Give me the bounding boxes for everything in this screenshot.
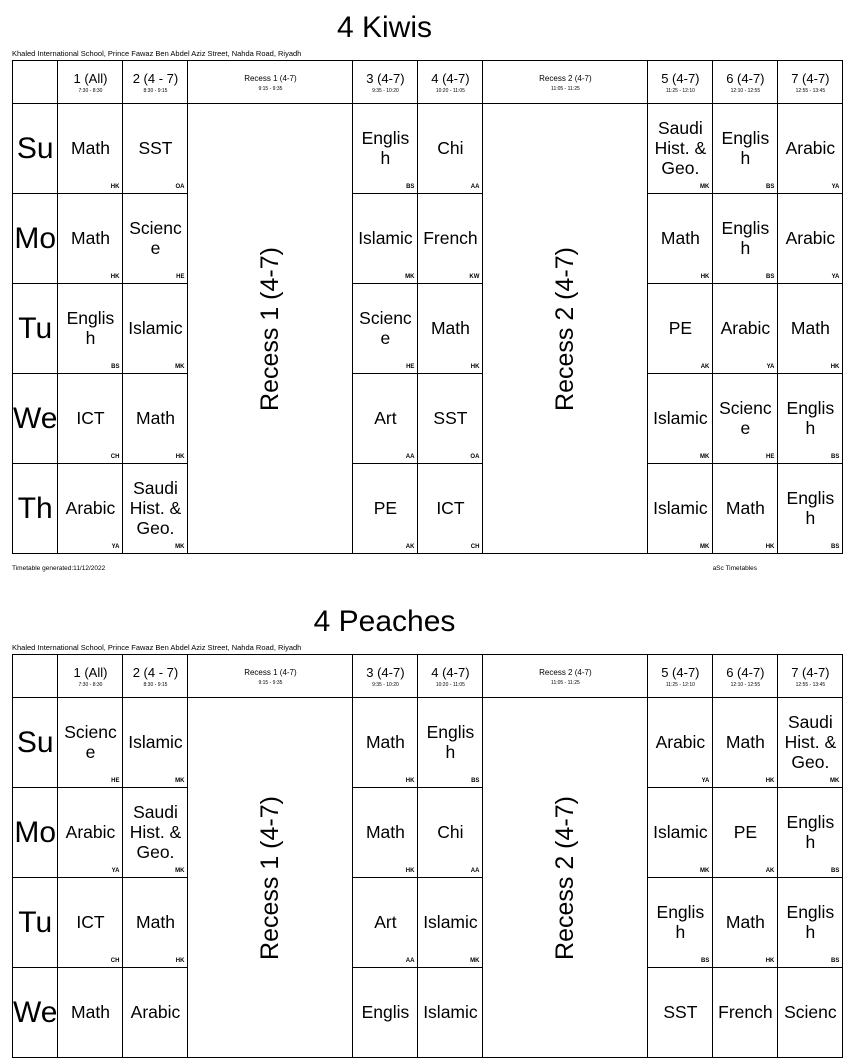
day-label: Th bbox=[13, 464, 58, 554]
day-row bbox=[13, 464, 843, 554]
period-header: 5 (4-7) 11:25 - 12:10 bbox=[648, 61, 713, 104]
lesson-cell: SST OA bbox=[418, 374, 483, 464]
school-address: Khaled International School, Prince Fawaz Ben Abdel Aziz Street, Nahda Road, Riyadh bbox=[12, 49, 302, 58]
day-row bbox=[13, 878, 843, 968]
day-label: Tu bbox=[13, 878, 58, 968]
lesson-cell: Islamic bbox=[418, 968, 483, 1058]
day-label: Su bbox=[13, 104, 58, 194]
lesson-cell: French bbox=[713, 968, 778, 1058]
lesson-cell: Englis h BS bbox=[713, 104, 778, 194]
lesson-cell: Saudi Hist. & Geo. MK bbox=[123, 788, 188, 878]
recess-1-label: Recess 1 (4-7) bbox=[256, 246, 285, 411]
lesson-cell: Art AA bbox=[353, 374, 418, 464]
timetable-title: 4 Kiwis bbox=[336, 11, 433, 44]
lesson-cell: Math HK bbox=[58, 194, 123, 284]
recess-1-block bbox=[188, 698, 353, 1058]
recess-2-label: Recess 2 (4-7) bbox=[551, 246, 580, 411]
recess-header: Recess 2 (4-7) 11:05 - 11:25 bbox=[483, 655, 648, 698]
timetable-grid bbox=[12, 654, 843, 1058]
period-header: 6 (4-7) 12:10 - 12:55 bbox=[713, 655, 778, 698]
lesson-cell: Math HK bbox=[713, 878, 778, 968]
lesson-cell: Scienc e HE bbox=[353, 284, 418, 374]
lesson-cell: Islamic MK bbox=[648, 788, 713, 878]
period-header: 7 (4-7) 12:55 - 13:45 bbox=[778, 655, 843, 698]
lesson-cell: Chi AA bbox=[418, 104, 483, 194]
timetable-grid bbox=[12, 60, 843, 554]
lesson-cell: Math HK bbox=[713, 698, 778, 788]
lesson-cell: Islamic MK bbox=[123, 698, 188, 788]
lesson-cell: Scienc bbox=[778, 968, 843, 1058]
period-header: 1 (All) 7:30 - 8:30 bbox=[58, 655, 123, 698]
day-label: Tu bbox=[13, 284, 58, 374]
lesson-cell: Chi AA bbox=[418, 788, 483, 878]
lesson-cell: ICT CH bbox=[418, 464, 483, 554]
lesson-cell: Art AA bbox=[353, 878, 418, 968]
lesson-cell: PE AK bbox=[353, 464, 418, 554]
corner-cell bbox=[13, 61, 58, 104]
lesson-cell: Math HK bbox=[648, 194, 713, 284]
recess-1-block bbox=[188, 104, 353, 554]
lesson-cell: Islamic MK bbox=[353, 194, 418, 284]
lesson-cell: Englis h BS bbox=[778, 374, 843, 464]
recess-header: Recess 2 (4-7) 11:05 - 11:25 bbox=[483, 61, 648, 104]
header-row bbox=[13, 655, 843, 698]
day-row bbox=[13, 194, 843, 284]
lesson-cell: Arabic YA bbox=[58, 464, 123, 554]
day-label: We bbox=[13, 968, 58, 1058]
day-label: We bbox=[13, 374, 58, 464]
lesson-cell: French KW bbox=[418, 194, 483, 284]
lesson-cell: Islamic MK bbox=[648, 464, 713, 554]
lesson-cell: PE AK bbox=[713, 788, 778, 878]
timetable-4-kiwis bbox=[12, 11, 840, 578]
day-row bbox=[13, 284, 843, 374]
lesson-cell: ICT CH bbox=[58, 374, 123, 464]
lesson-cell: Arabic YA bbox=[713, 284, 778, 374]
lesson-cell: Islamic MK bbox=[418, 878, 483, 968]
recess-2-block bbox=[483, 104, 648, 554]
timetable-title: 4 Peaches bbox=[313, 605, 456, 638]
period-header: 4 (4-7) 10:20 - 11:05 bbox=[418, 655, 483, 698]
software-credit: aSc Timetables bbox=[712, 565, 757, 572]
lesson-cell: Englis h BS bbox=[778, 464, 843, 554]
lesson-cell: Saudi Hist. & Geo. MK bbox=[778, 698, 843, 788]
day-row bbox=[13, 788, 843, 878]
period-header: 1 (All) 7:30 - 8:30 bbox=[58, 61, 123, 104]
period-header: 2 (4 - 7) 8:30 - 9:15 bbox=[123, 61, 188, 104]
day-label: Mo bbox=[13, 788, 58, 878]
generated-date: Timetable generated:11/12/2022 bbox=[12, 565, 106, 572]
recess-2-block bbox=[483, 698, 648, 1058]
timetable-4-peaches bbox=[12, 605, 840, 1029]
lesson-cell: Englis h BS bbox=[58, 284, 123, 374]
lesson-cell: Math HK bbox=[123, 374, 188, 464]
lesson-cell: Arabic bbox=[123, 968, 188, 1058]
period-header: 7 (4-7) 12:55 - 13:45 bbox=[778, 61, 843, 104]
period-header: 4 (4-7) 10:20 - 11:05 bbox=[418, 61, 483, 104]
day-row bbox=[13, 968, 843, 1058]
day-row bbox=[13, 698, 843, 788]
recess-1-label: Recess 1 (4-7) bbox=[256, 795, 285, 960]
lesson-cell: Saudi Hist. & Geo. MK bbox=[123, 464, 188, 554]
lesson-cell: ICT CH bbox=[58, 878, 123, 968]
lesson-cell: SST bbox=[648, 968, 713, 1058]
lesson-cell: Englis bbox=[353, 968, 418, 1058]
lesson-cell: SST OA bbox=[123, 104, 188, 194]
period-header: 5 (4-7) 11:25 - 12:10 bbox=[648, 655, 713, 698]
lesson-cell: Math bbox=[58, 968, 123, 1058]
day-row bbox=[13, 104, 843, 194]
lesson-cell: Math HK bbox=[58, 104, 123, 194]
lesson-cell: Englis h BS bbox=[713, 194, 778, 284]
lesson-cell: Englis h BS bbox=[353, 104, 418, 194]
lesson-cell: Scienc e HE bbox=[123, 194, 188, 284]
lesson-cell: Arabic YA bbox=[778, 194, 843, 284]
lesson-cell: PE AK bbox=[648, 284, 713, 374]
recess-header: Recess 1 (4-7) 9:15 - 9:35 bbox=[188, 655, 353, 698]
period-header: 3 (4-7) 9:35 - 10:20 bbox=[353, 61, 418, 104]
lesson-cell: Math HK bbox=[123, 878, 188, 968]
lesson-cell: Englis h BS bbox=[648, 878, 713, 968]
lesson-cell: Scienc e HE bbox=[58, 698, 123, 788]
lesson-cell: Englis h BS bbox=[778, 788, 843, 878]
period-header: 6 (4-7) 12:10 - 12:55 bbox=[713, 61, 778, 104]
period-header: 2 (4 - 7) 8:30 - 9:15 bbox=[123, 655, 188, 698]
day-row bbox=[13, 374, 843, 464]
lesson-cell: Scienc e HE bbox=[713, 374, 778, 464]
lesson-cell: Islamic MK bbox=[648, 374, 713, 464]
corner-cell bbox=[13, 655, 58, 698]
lesson-cell: Arabic YA bbox=[58, 788, 123, 878]
lesson-cell: Saudi Hist. & Geo. MK bbox=[648, 104, 713, 194]
lesson-cell: Math HK bbox=[713, 464, 778, 554]
lesson-cell: Arabic YA bbox=[648, 698, 713, 788]
school-address: Khaled International School, Prince Fawaz Ben Abdel Aziz Street, Nahda Road, Riyadh bbox=[12, 643, 302, 652]
lesson-cell: Math HK bbox=[353, 698, 418, 788]
period-header: 3 (4-7) 9:35 - 10:20 bbox=[353, 655, 418, 698]
lesson-cell: Math HK bbox=[353, 788, 418, 878]
lesson-cell: Englis h BS bbox=[418, 698, 483, 788]
lesson-cell: Arabic YA bbox=[778, 104, 843, 194]
lesson-cell: Englis h BS bbox=[778, 878, 843, 968]
day-label: Su bbox=[13, 698, 58, 788]
lesson-cell: Math HK bbox=[778, 284, 843, 374]
lesson-cell: Math HK bbox=[418, 284, 483, 374]
lesson-cell: Islamic MK bbox=[123, 284, 188, 374]
recess-2-label: Recess 2 (4-7) bbox=[551, 795, 580, 960]
day-label: Mo bbox=[13, 194, 58, 284]
recess-header: Recess 1 (4-7) 9:15 - 9:35 bbox=[188, 61, 353, 104]
header-row bbox=[13, 61, 843, 104]
